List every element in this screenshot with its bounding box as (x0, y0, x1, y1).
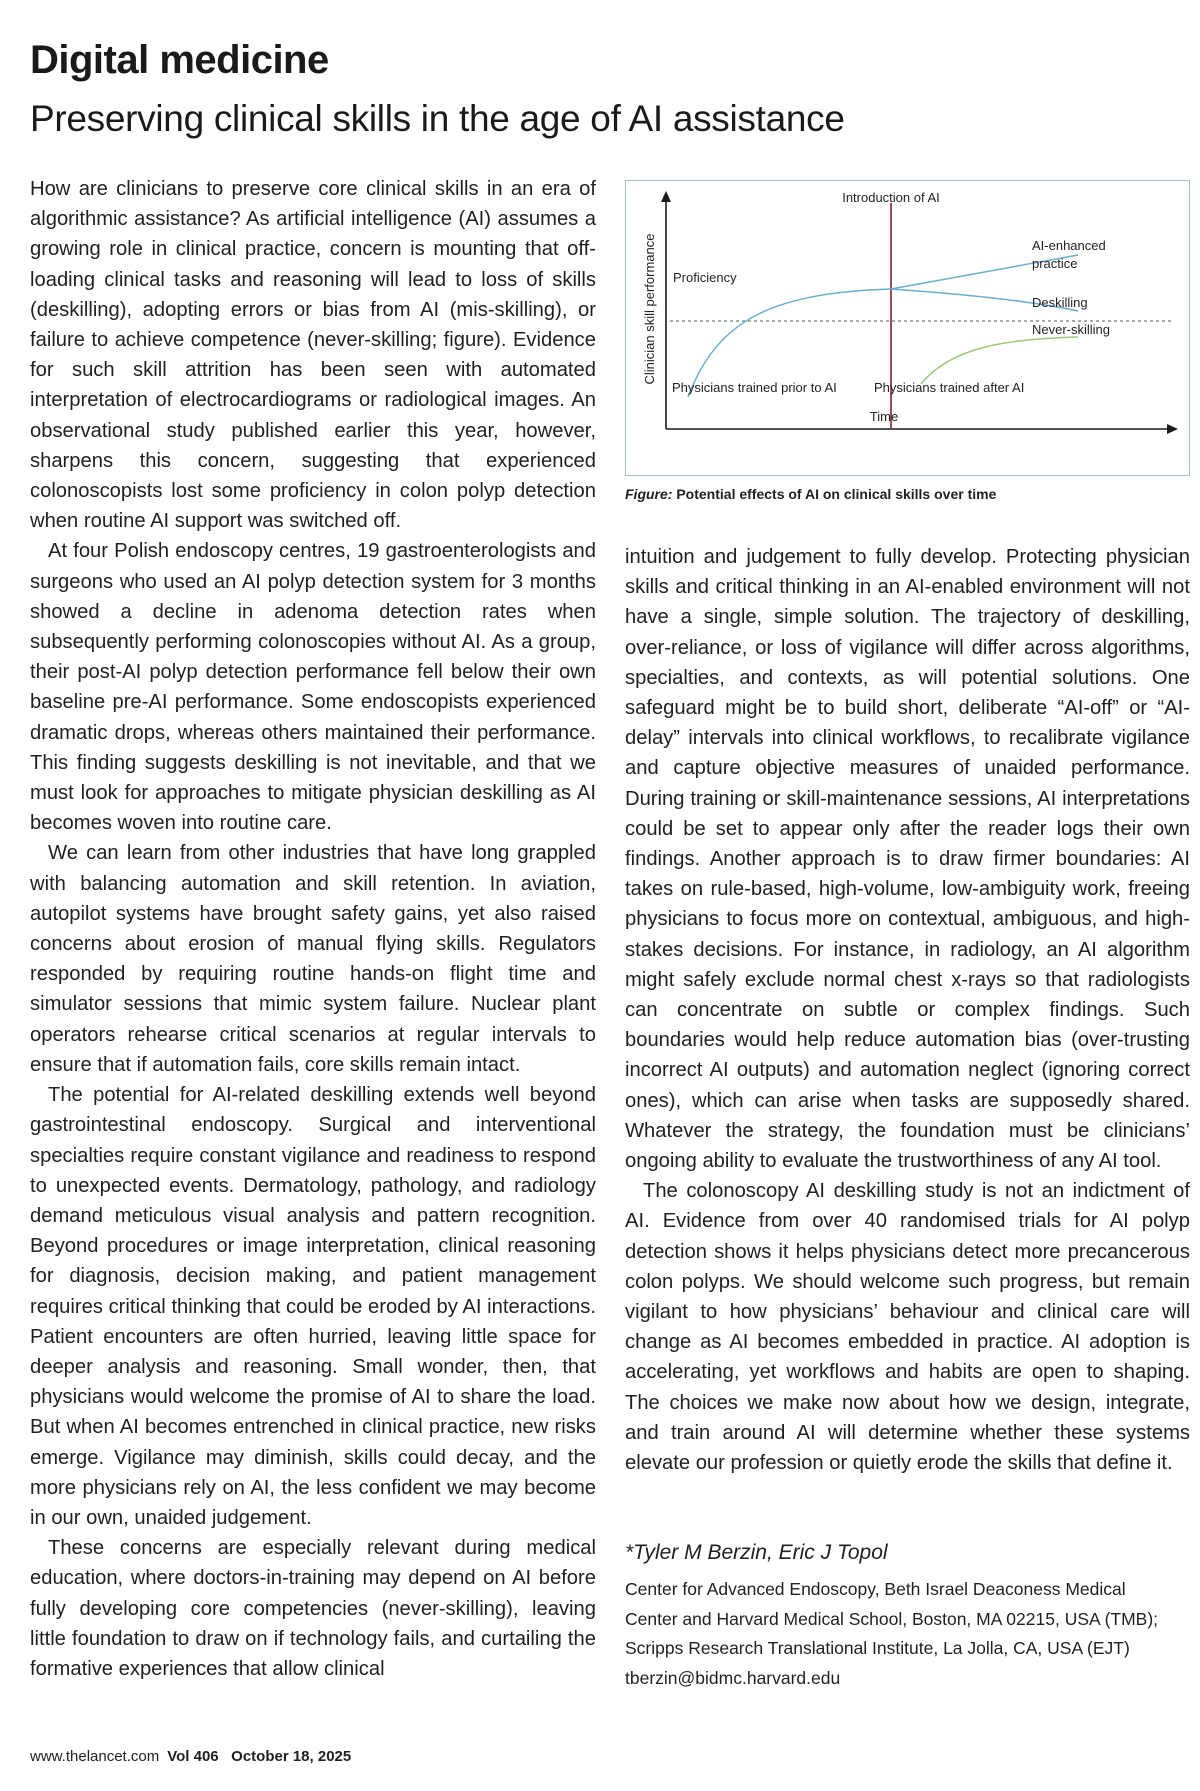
x-axis-arrow (1167, 424, 1178, 434)
affiliation-line: Scripps Research Translational Institute, La Jolla, CA, USA (EJT) (625, 1638, 1130, 1658)
figure-caption (625, 486, 996, 502)
issue-info: Vol 406 October 18, 2025 (167, 1748, 352, 1765)
journal-url: www.thelancet.com (30, 1748, 160, 1765)
body-column-left (30, 174, 596, 1684)
skill-curves-diagram (626, 181, 1188, 474)
ai-enhanced-label-2: practice (1032, 256, 1078, 271)
author-affiliation (625, 1575, 1190, 1693)
body-paragraph: These concerns are especially relevant during medical education, where doctors-in-training may depend on AI before fully developing core competencies (never-skilling), leaving little foundation to draw on if technology fails, and curtailing the formative experiences that allow clinical (30, 1537, 596, 1680)
body-paragraph: We can learn from other industries that have long grappled with balancing automation and skill retention. In aviation, autopilot systems have brought safety gains, yet also raised concerns about erosion of manual flying skills. Regulators responded by requiring routine hands-on flight time and simulator sessions that mimic system failure. Nuclear plant operators rehearse critical scenarios at regular intervals to ensure that if automation fails, core skills remain intact. (30, 842, 596, 1076)
author-email: tberzin@bidmc.harvard.edu (625, 1667, 841, 1688)
never-skilling-curve (921, 337, 1078, 384)
article-title: Preserving clinical skills in the age of AI assistance (30, 98, 845, 139)
y-axis-arrow (661, 191, 671, 202)
figure-caption-text: Potential effects of AI on clinical skills over time (672, 486, 997, 502)
deskilling-label: Deskilling (1032, 295, 1088, 310)
body-paragraph: At four Polish endoscopy centres, 19 gastroenterologists and surgeons who used an AI polyp detection system for 3 months showed a decline in adenoma detection rates when subsequently performing colonoscopies without AI. As a group, their post-AI polyp detection performance fell below their own baseline pre-AI performance. Some endoscopists experienced dramatic drops, whereas others maintained their performance. This finding suggests deskilling is not inevitable, and that we must look for approaches to mitigate physician deskilling as AI becomes woven into routine care. (30, 540, 596, 835)
affiliation-line: Center for Advanced Endoscopy, Beth Israel Deaconess Medical (625, 1579, 1126, 1599)
body-paragraph: The potential for AI-related deskilling extends well beyond gastrointestinal endoscopy. Surgical and interventional specialties require constant vigilance and readiness to respond to unexpected events. Dermatology, pathology, and radiology demand meticulous visual analysis and pattern recognition. Beyond procedures or image interpretation, clinical reasoning for diagnosis, decision making, and patient management requires critical thinking that could be eroded by AI interactions. Patient encounters are often hurried, leaving little space for deeper analysis and reasoning. Small wonder, then, that physicians would welcome the promise of AI to share the load. But when AI becomes entrenched in clinical practice, new risks emerge. Vigilance may diminish, skills could decay, and the more physicians rely on AI, the less confident we may become in our own, unaided judgement. (30, 1084, 596, 1529)
figure-panel (625, 180, 1190, 476)
trained-after-label: Physicians trained after AI (874, 380, 1025, 395)
x-axis-label: Time (869, 409, 899, 424)
never-skilling-label: Never-skilling (1032, 322, 1111, 337)
author-names: *Tyler M Berzin, Eric J Topol (625, 1541, 888, 1564)
ai-enhanced-label: AI-enhanced (1032, 238, 1106, 253)
y-axis-label: Clinician skill performance (642, 233, 657, 385)
page-footer (30, 1748, 351, 1765)
body-column-right (625, 542, 1190, 1478)
body-paragraph: How are clinicians to preserve core clinical skills in an era of algorithmic assistance? As artificial intelligence (AI) assumes a growing role in clinical practice, concern is mounting that off-loading clinical tasks and reasoning will lead to loss of skills (deskilling), adopting errors or bias from AI (mis-skilling), or failure to achieve competence (never-skilling; figure). Evidence for such skill attrition has been seen with automated interpretation of electrocardiograms or radiological images. An observational study published earlier this year, however, sharpens this concern, suggesting that experienced colonoscopists lost some proficiency in colon polyp detection when routine AI support was switched off. (30, 178, 596, 533)
proficiency-label: Proficiency (673, 270, 737, 285)
intro-label: Introduction of AI (842, 190, 940, 205)
trained-before-label: Physicians trained prior to AI (672, 380, 837, 395)
affiliation-line: Center and Harvard Medical School, Boston, MA 02215, USA (TMB); (625, 1608, 1159, 1629)
body-paragraph: intuition and judgement to fully develop. Protecting physician skills and critical thinking in an AI-enabled environment will not have a single, simple solution. The trajectory of deskilling, over-reliance, or loss of vigilance will differ across algorithms, specialties, and contexts, as will potential solutions. One safeguard might be to build short, deliberate “AI-off” or “AI-delay” intervals into clinical workflows, to recalibrate vigilance and capture objective measures of unaided performance. During training or skill-maintenance sessions, AI interpretations could be set to appear only after the reader logs their own findings. Another approach is to draw firmer boundaries: AI takes on rule-based, high-volume, low-ambiguity work, freeing physicians to focus more on contextual, ambiguous, and high-stakes decisions. For instance, in radiology, an AI algorithm might safely exclude normal chest x-rays so that radiologists can concentrate on subtle or complex findings. Such boundaries would help reduce automation bias (over-trusting incorrect AI outputs) and automation neglect (ignoring correct ones), which can arise when tasks are supposedly shared. Whatever the strategy, the foundation must be clinicians’ ongoing ability to evaluate the trustworthiness of any AI tool. (625, 546, 1190, 1173)
body-paragraph: The colonoscopy AI deskilling study is not an indictment of AI. Evidence from over 40 randomised trials for AI polyp detection shows it helps physicians detect more precancerous colon polyps. We should welcome such progress, but remain vigilant to how physicians’ behaviour and clinical care will change as AI becomes embedded in practice. AI adoption is accelerating, yet workflows and habits are open to shaping. The choices we make now about how we design, integrate, and train around AI will determine whether these systems elevate our profession or quietly erode the skills that define it. (625, 1180, 1190, 1475)
figure-caption-label: Figure: (625, 486, 673, 502)
section-heading: Digital medicine (30, 38, 329, 82)
